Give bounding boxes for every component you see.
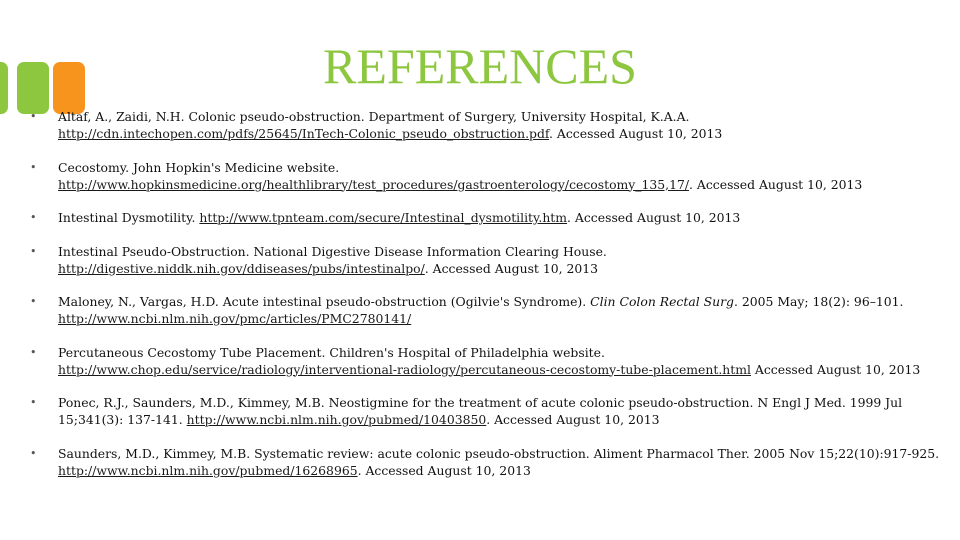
reference-item [30,108,945,142]
reference-item [30,344,945,378]
accessed-date: . Accessed August 10, 2013 [549,126,723,141]
bullet-icon: • [30,211,37,224]
reference-text: Percutaneous Cecostomy Tube Placement. Children's Hospital of Philadelphia website. [58,344,605,360]
bullet-icon: • [30,396,37,409]
reference-link[interactable]: http://www.ncbi.nlm.nih.gov/pubmed/10403850 [186,412,487,427]
reference-link[interactable]: http://www.ncbi.nlm.nih.gov/pmc/articles/PMC2780141/ [58,311,412,326]
accessed-date: Accessed August 10, 2013 [750,361,921,377]
reference-citation: . 2005 May; 18(2): 96–101. [733,294,904,309]
reference-text: Intestinal Dysmotility. [58,210,196,225]
accessed-date: . Accessed August 10, 2013 [424,260,599,276]
accessed-date: . Accessed August 10, 2013 [486,412,660,427]
bullet-icon: • [30,345,37,359]
reference-item [30,209,945,226]
reference-text: Altaf, A., Zaidi, N.H. Colonic pseudo-obstruction. Department of Surgery, University Hospital, K.A.A. [58,109,690,124]
reference-list [30,108,945,495]
reference-link[interactable]: http://www.tpnteam.com/secure/Intestinal_dysmotility.htm [199,210,568,225]
reference-item [30,394,945,428]
bullet-icon: • [30,244,37,258]
accessed-date: . Accessed August 10, 2013 [357,462,531,478]
reference-item [30,159,945,193]
reference-text: Intestinal Pseudo-Obstruction. National Digestive Disease Information Clearing House. [58,243,607,259]
reference-item [30,243,945,277]
bullet-icon: • [30,160,37,174]
reference-link[interactable]: http://www.hopkinsmedicine.org/healthlibrary/test_procedures/gastroenterology/cecostomy_135,17/ [58,176,690,192]
reference-text: Maloney, N., Vargas, H.D. Acute intestinal pseudo-obstruction (Ogilvie's Syndrome). [58,294,587,309]
reference-text: Saunders, M.D., Kimmey, M.B. Systematic review: acute colonic pseudo-obstruction. Aliment Pharmacol Ther. 2005 Nov 15;22(10):917-925. [58,445,940,461]
reference-link[interactable]: http://digestive.niddk.nih.gov/ddiseases/pubs/intestinalpo/ [58,260,425,276]
bullet-icon: • [30,446,37,460]
reference-link[interactable]: http://www.chop.edu/service/radiology/interventional-radiology/percutaneous-cecostomy-tube-placement.html [58,361,751,377]
reference-text: Cecostomy. John Hopkin's Medicine website. [58,159,340,175]
reference-item [30,293,945,327]
reference-item [30,445,945,479]
journal-title: Clin Colon Rectal Surg [590,294,734,309]
reference-text: Ponec, R.J., Saunders, M.D., Kimmey, M.B. Neostigmine for the treatment of acute colonic pseudo-obstruction. N Engl J Med. 1999 Jul 15;341(3): 137-141. [58,395,903,427]
accessed-date: . Accessed August 10, 2013 [689,176,863,192]
page-title: REFERENCES [323,38,637,94]
bullet-icon: • [30,295,37,308]
accessed-date: . Accessed August 10, 2013 [567,210,741,225]
reference-link[interactable]: http://cdn.intechopen.com/pdfs/25645/InTech-Colonic_pseudo_obstruction.pdf [58,126,550,141]
reference-link[interactable]: http://www.ncbi.nlm.nih.gov/pubmed/16268965 [58,462,358,478]
bullet-icon: • [30,110,37,123]
